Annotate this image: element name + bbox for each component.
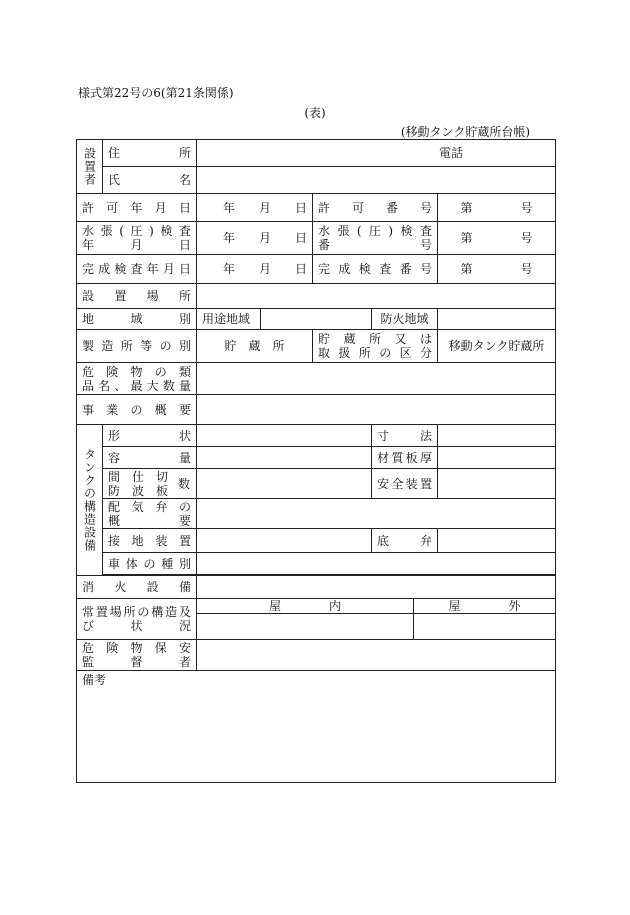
tank-capacity-field[interactable] <box>197 447 372 469</box>
remarks-label: 備考 <box>82 673 107 687</box>
permit-number-label: 許可番号 <box>313 194 438 222</box>
tank-dimension-label: 寸 法 <box>372 425 438 447</box>
facility-type-value: 貯 蔵 所 <box>197 330 313 363</box>
tank-material-label: 材質板厚 <box>372 447 438 469</box>
tank-valve-label: 配気弁の 概 要 <box>103 499 197 529</box>
completion-number-label: 完成検査番号 <box>313 255 438 284</box>
hazmat-field[interactable] <box>197 363 556 395</box>
outdoor-field[interactable] <box>414 614 556 640</box>
tank-ground-field[interactable] <box>197 529 372 553</box>
hazmat-label: 危険物の類 品名、最大数量 <box>77 363 197 395</box>
tank-ground-label: 接地装置 <box>103 529 197 553</box>
permit-date-label: 許可年月日 <box>77 194 197 222</box>
name-label: 氏 名 <box>103 167 197 194</box>
address-field[interactable] <box>197 140 556 167</box>
vehicle-type-field[interactable] <box>197 553 556 575</box>
location-field[interactable] <box>197 284 556 309</box>
parking-label: 常置場所の構造及 び 状 況 <box>77 599 197 640</box>
tank-material-field[interactable] <box>438 447 556 469</box>
tank-partition-label: 間仕切 防波板 数 <box>103 469 197 499</box>
tank-count-label: 数 <box>177 477 190 491</box>
completion-number-field[interactable]: 第 号 <box>438 255 556 284</box>
ledger-form-table <box>76 139 556 783</box>
tank-valve-field[interactable] <box>197 499 556 529</box>
remarks-field[interactable] <box>77 671 556 783</box>
vehicle-type-label: 車体の種別 <box>103 553 197 575</box>
tank-partition-field[interactable] <box>197 469 372 499</box>
supervisor-label: 危険物保安 監 督 者 <box>77 640 197 671</box>
name-field[interactable] <box>197 167 556 194</box>
tank-shape-field[interactable] <box>197 425 372 447</box>
installer-group-label: 設置者 <box>77 140 103 194</box>
outdoor-label: 屋 外 <box>414 599 556 614</box>
tank-bottom-valve-field[interactable] <box>438 529 556 553</box>
facility-type-label: 製造所等の別 <box>77 330 197 363</box>
phone-label: 電話 <box>439 146 464 160</box>
form-side-label: (表) <box>304 106 326 120</box>
use-zone-field[interactable] <box>261 309 372 330</box>
use-zone-label: 用途地域 <box>197 309 261 330</box>
fire-zone-field[interactable] <box>438 309 556 330</box>
permit-date-field[interactable]: 年 月 日 <box>197 194 313 222</box>
business-label: 事業の概要 <box>77 395 197 425</box>
fire-equipment-field[interactable] <box>197 576 556 599</box>
indoor-label: 屋 内 <box>197 599 414 614</box>
tank-capacity-label: 容 量 <box>103 447 197 469</box>
tank-bottom-valve-label: 底 弁 <box>372 529 438 553</box>
water-test-date-label: 水張(圧)検査 年 月 日 <box>77 222 197 255</box>
tank-safety-field[interactable] <box>438 469 556 499</box>
water-test-date-field[interactable]: 年 月 日 <box>197 222 313 255</box>
tank-safety-label: 安全装置 <box>372 469 438 499</box>
ledger-title: (移動タンク貯蔵所台帳) <box>400 125 530 139</box>
indoor-field[interactable] <box>197 614 414 640</box>
tank-dimension-field[interactable] <box>438 425 556 447</box>
tank-shape-label: 形 状 <box>103 425 197 447</box>
zone-label: 地域別 <box>77 309 197 330</box>
permit-number-field[interactable]: 第 号 <box>438 194 556 222</box>
supervisor-field[interactable] <box>197 640 556 671</box>
facility-category-value: 移動タンク貯蔵所 <box>438 330 556 363</box>
water-test-number-field[interactable]: 第 号 <box>438 222 556 255</box>
facility-category-label: 貯蔵所又は 取扱所の区分 <box>313 330 438 363</box>
completion-date-label: 完成検査年月日 <box>77 255 197 284</box>
address-label: 住 所 <box>103 140 197 167</box>
location-label: 設置場所 <box>77 284 197 309</box>
water-test-number-label: 水張(圧)検査 番 号 <box>313 222 438 255</box>
fire-equipment-label: 消火設備 <box>77 576 197 599</box>
business-field[interactable] <box>197 395 556 425</box>
form-number: 様式第22号の6(第21条関係) <box>78 86 234 100</box>
fire-zone-label: 防火地域 <box>372 309 438 330</box>
completion-date-field[interactable]: 年 月 日 <box>197 255 313 284</box>
tank-group-label: タンクの構造設備 <box>77 425 103 576</box>
